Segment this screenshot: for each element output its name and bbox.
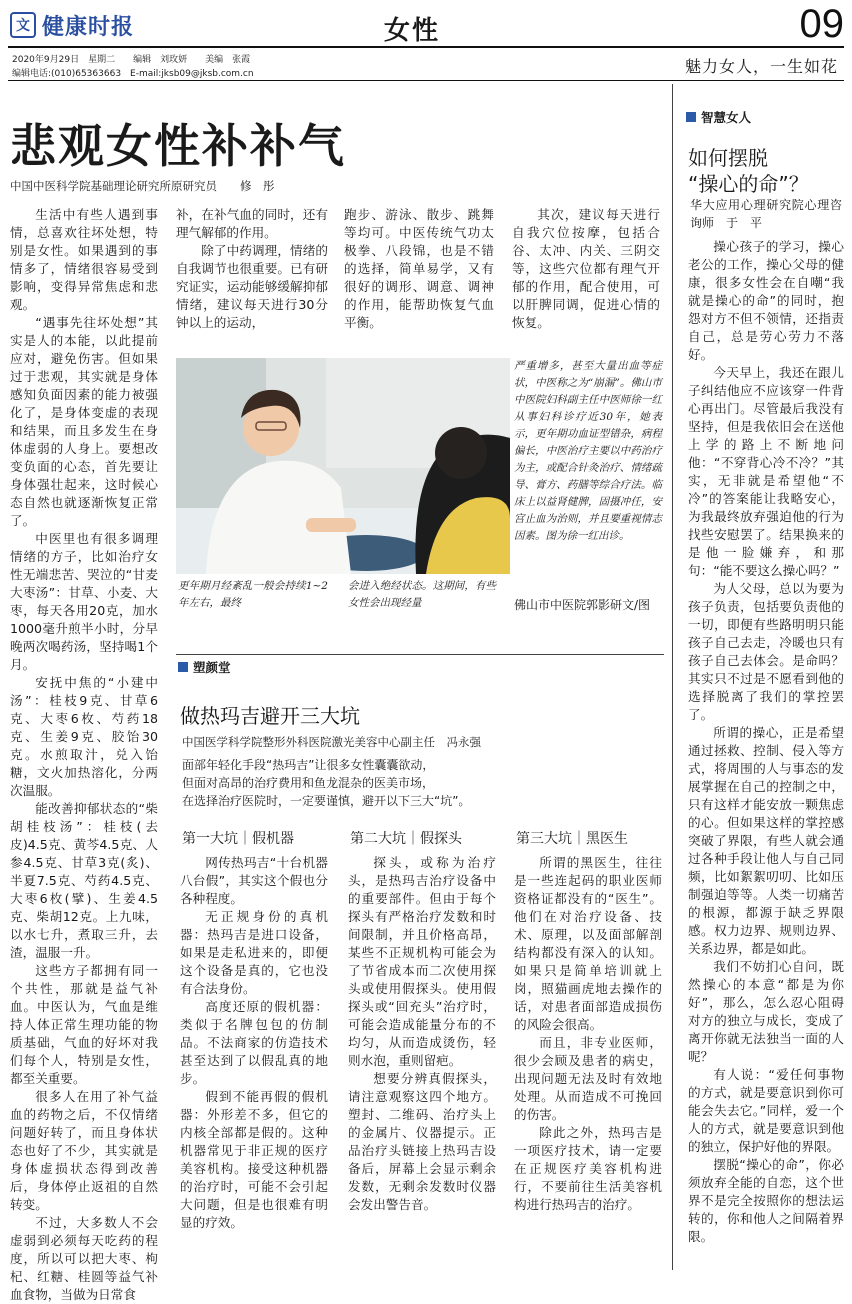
article-column-2 (176, 206, 328, 346)
pit1-heading: 第一大坑｜假机器 (182, 831, 294, 847)
sidebar-paragraph: 操心孩子的学习，操心老公的工作，操心父母的健康，很多女性会在自嘲“我就是操心的命”的同时，抱怨对方不但不领情，还指责自己，总是劳心劳力不落好。 (688, 239, 844, 362)
article-paragraph: 这些方子都拥有同一个共性，那就是益气补血。中医认为，气血是维持人体正常生理功能的物质基础，气血的好坏对我们每个人，特别是女性，都至关重要。 (10, 963, 158, 1086)
consultation-photo (176, 358, 510, 574)
pit1-paragraph: 假到不能再假的假机器：外形差不多，但它的内核全部都是假的。这种机器常见于非正规的医疗美容机构。接受这种机器的治疗时，可能不会引起大问题，但是也很难有明显的疗效。 (180, 1089, 328, 1230)
pit2-paragraph: 探头，或称为治疗头，是热玛吉治疗设备中的重要部件。但由于每个探头有严格治疗发数和时间限制，并且价格高昂，某些不正规机构可能会为了节省成本而二次使用探头或使用假探头。使用假探头或“回充头”治疗时，可能会造成能量分布的不均匀，从而造成烫伤，轻则水泡，重则留疤。 (348, 855, 496, 1068)
article-paragraph: 生活中有些人遇到事情，总喜欢往坏处想，特别是女性。如果遇到的事情多了，情绪很容易受到影响，变得异常焦虑和悲观。 (10, 207, 158, 312)
masthead-logo (10, 8, 140, 42)
article-paragraph: 补，在补气血的同时，还有理气解郁的作用。 (176, 207, 328, 240)
photo-illustration (176, 358, 510, 574)
sidebar-paragraph: 摆脱“操心的命”，你必须放弃全能的自恋，这个世界不是完全按照你的想法运转的，你和他人之间隔着界限。 (688, 1157, 844, 1244)
pit1-paragraph: 高度还原的假机器：类似于名牌包包的仿制品。不法商家的仿造技术甚至达到了以假乱真的地步。 (180, 999, 328, 1086)
article2-title: 做热玛吉避开三大坑 (180, 704, 360, 728)
logo-text: 健康时报 (42, 13, 135, 40)
sidebar-title-line1: 如何摆脱 (688, 146, 768, 170)
article-paragraph: 除了中药调理，情绪的自我调节也很重要。已有研究证实，运动能够缓解抑郁情绪，建议每天进行30分钟以上的运动， (176, 243, 328, 330)
photo-caption-middle: 会进入绝经状态。这期间，有些女性会出现经量 (348, 580, 496, 609)
sidebar-paragraph: 有人说：“爱任何事物的方式，就是要意识到你可能会失去它。”同样，爱一个人的方式，就是要意识到他的独立，保护好他的界限。 (688, 1067, 844, 1154)
pit1-body (180, 854, 328, 1266)
pit2-heading: 第二大坑｜假探头 (350, 831, 462, 847)
pit3-paragraph: 所谓的黑医生，往往是一些连起码的职业医师资格证都没有的“医生”。他们在对治疗设备、技术、原理，以及面部解剖结构都没有深入的认知。如果只是简单培训就上岗，照猫画虎地去操作的话，对患者面部造成损伤的风险会很高。 (514, 855, 662, 1032)
pit2-body (348, 854, 496, 1266)
article-paragraph: 很多人在用了补气益血的药物之后，不仅情绪问题好转了，而且身体状态也好了不少，其实就是身体虚损状态得到改善后，身体停止返祖的自然转变。 (10, 1089, 158, 1212)
article-column-3 (344, 206, 494, 346)
article2-byline: 中国医学科学院整形外科医院激光美容中心副主任 冯永强 (182, 735, 481, 749)
lead-line: 在选择治疗医院时，一定要谨慎，避开以下三大“坑”。 (182, 794, 471, 808)
photo-caption-right: 严重增多，甚至大量出血等症状，中医称之为“崩漏”。佛山市中医院妇科副主任中医师徐一红从事妇科诊疗近30年，她表示，更年期功血证型错杂，病程偏长，中医治疗主要以中药治疗为主，或配合针灸治疗、情绪疏导、膏方、药膳等综合疗法。临床上以益肾健脾，固摄冲任，安宫止血为治则，并且要重视情志因素。图为徐一红出诊。 (514, 360, 662, 542)
article-paragraph: 其次，建议每天进行自我穴位按摩，包括合谷、太冲、内关、三阴交等，这些穴位都有理气开郁的作用，配合使用，可以肝脾同调，促进心情的恢复。 (512, 207, 660, 330)
sidebar-body (688, 238, 844, 1270)
sidebar-title-line2: “操心的命”？ (688, 172, 809, 196)
sidebar-section-label: 智慧女人 (686, 108, 751, 126)
article-paragraph: 跑步、游泳、散步、跳舞等均可。中医传统气功太极拳、八段锦，也是不错的选择，简单易学，又有很好的调形、调意、调神的作用，能帮助恢复气血平衡。 (344, 207, 494, 330)
sidebar-paragraph: 我们不妨扪心自问，既然操心的本意“都是为你好”，那么，怎么忍心阻碍对方的独立与成长，变成了离开你就无法独当一面的人呢？ (688, 959, 844, 1064)
sidebar-divider (672, 84, 673, 1270)
photo-caption-left: 更年期月经紊乱一般会持续1~2年左右，最终 (178, 580, 328, 609)
article-paragraph: “遇事先往坏处想”其实是人的本能，以此提前应对，避免伤害。但如果过于悲观，其实就是身体感知负面因素的能力被强化了，是身体变虚的表现和结果，而且多发生在身体虚弱的人身上。要想改变负面的心态，首先要让身体强壮起来，这时候心态自然也就逐渐恢复正常了。 (10, 315, 158, 528)
article-column-1 (10, 206, 158, 1302)
photo-credit: 佛山市中医院郭影研文/图 (514, 598, 651, 612)
article2-section-label: 塑颜堂 (178, 658, 231, 676)
section-square-icon (178, 662, 188, 672)
pit1-paragraph: 网传热玛吉“十台机器八台假”，其实这个假也分各种程度。 (180, 855, 328, 906)
sidebar-byline: 华大应用心理研究院心理咨询师 于 平 (690, 198, 842, 230)
article2-lead (182, 756, 470, 810)
page-slogan: 魅力女人，一生如花 (684, 57, 838, 76)
sidebar-paragraph: 所谓的操心，正是希望通过拯救、控制、侵入等方式，将周围的人与事态的发展掌握在自己的控制之中，只有这样才能安放一颗焦虑的心。但如果这样的掌控感突破了界限，有些人就会通过各种手段让他人与自己同频，比如絮絮叨叨、比如压制强迫等等。人类一切痛苦的根源，都源于缺乏界限感。权力边界、规则边界、关系边界，都是如此。 (688, 725, 844, 956)
article2-top-rule (176, 654, 664, 655)
header-rule (8, 46, 844, 48)
issue-meta: 2020年9月29日 星期二 编辑 刘玫妍 美编 张霞 (12, 55, 251, 65)
pit1-paragraph: 无正规身份的真机器：热玛吉是进口设备，如果是走私进来的，即便这个设备是真的，它也没有合法身份。 (180, 909, 328, 996)
article-column-4 (512, 206, 660, 346)
sidebar-paragraph: 为人父母，总以为要为孩子负责，包括要负责他的一切，即便有些路明明只能孩子自己去走，冷暖也只有孩子自己去体会。是命吗？其实只不过是不愿看到他的选择脱离了我们的掌控罢了。 (688, 581, 844, 722)
header-bottom-rule (8, 80, 844, 81)
lead-line: 但面对高昂的治疗费用和鱼龙混杂的医美市场， (182, 776, 435, 790)
article-byline: 中国中医科学院基础理论研究所原研究员 修 彤 (10, 179, 275, 193)
pit3-paragraph: 而且，非专业医师，很少会顾及患者的病史，出现问题无法及时有效地处理。从而造成不可挽回的伤害。 (514, 1035, 662, 1122)
article-paragraph: 不过，大多数人不会虚弱到必须每天吃药的程度，所以可以把大枣、枸杞、红糖、桂圆等益气补血食物，当做为日常食 (10, 1215, 158, 1302)
contact-meta: 编辑电话:(010)65363663 E-mail:jksb09@jksb.com.cn (12, 69, 254, 79)
article-paragraph: 能改善抑郁状态的“柴胡桂枝汤”：桂枝(去皮)4.5克、黄芩4.5克、人参4.5克、甘草3克(炙)、半夏7.5克、芍药4.5克、大枣6枚(擘)、生姜4.5克、柴胡12克。上九味，以水七升，煮取三升，去渣，温服一升。 (10, 801, 158, 960)
sidebar-paragraph: 今天早上，我还在跟儿子纠结他应不应该穿一件背心再出门。尽管最后我没有坚持，但是我依旧会在送他上学的路上不断地问他：“不穿背心冷不冷？”其实，无非就是希望他“不冷”的答案能让我略安心，为我最终放弃强迫他的行为找些安慰罢了。结果换来的是他一脸嫌弃，和那句：“能不要这么操心吗？” (688, 365, 844, 578)
pit3-heading: 第三大坑｜黑医生 (516, 831, 628, 847)
pit3-paragraph: 除此之外，热玛吉是一项医疗技术，请一定要在正规医疗美容机构进行，不要前往生活美容机构进行热玛吉的治疗。 (514, 1125, 662, 1212)
logo-mark-icon: 文 (10, 12, 36, 38)
lead-line: 面部年轻化手段“热玛吉”让很多女性囊囊欲动， (182, 758, 435, 772)
page-number: 09 (799, 2, 844, 46)
pit3-body (514, 854, 662, 1266)
section-title: 女性 (384, 16, 441, 46)
pit2-paragraph: 想要分辨真假探头，请注意观察这四个地方。塑封、二维码、治疗头上的金属片、仪器提示。正品治疗头链接上热玛吉设备后，屏幕上会显示剩余发数，无剩余发数时仪器会发出警告音。 (348, 1071, 496, 1212)
article-paragraph: 中医里也有很多调理情绪的方子，比如治疗女性无端悲苦、哭泣的“甘麦大枣汤”：甘草、小麦、大枣，每天各用20克，加水1000毫升煎半小时，分早晚两次喝药汤，坚持喝1个月。 (10, 531, 158, 672)
section-square-icon (686, 112, 696, 122)
article-paragraph: 安抚中焦的“小建中汤”：桂枝9克、甘草6克、大枣6枚、芍药18克、生姜9克、胶饴30克。水煎取汁，兑入饴糖，文火加热溶化，分两次温服。 (10, 675, 158, 798)
article-title: 悲观女性补补气 (10, 119, 346, 173)
